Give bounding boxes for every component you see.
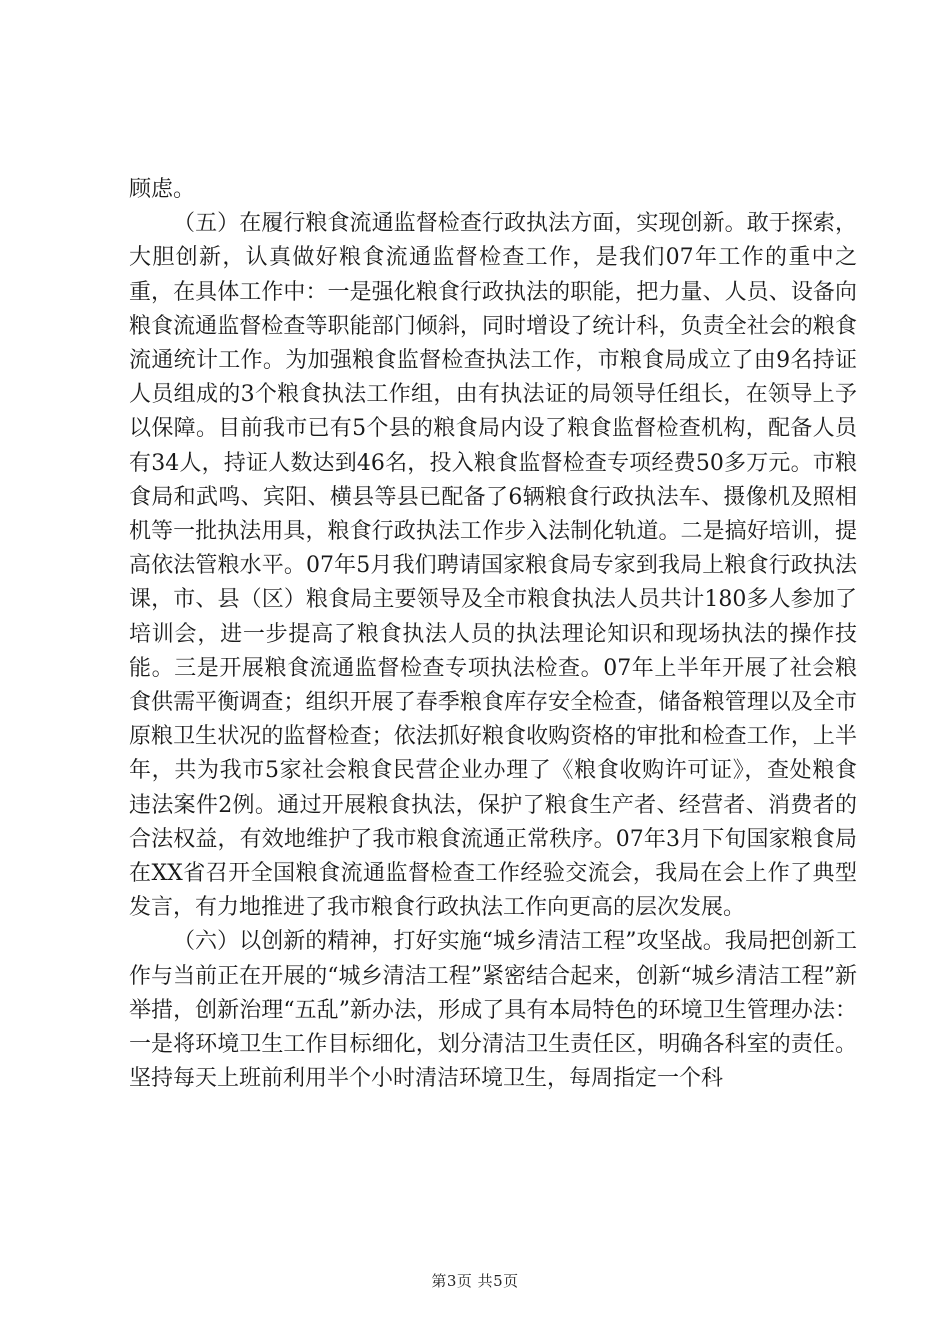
paragraph-continuation: 顾虑。 xyxy=(129,177,196,202)
paragraph-section-six: （六）以创新的精神，打好实施“城乡清洁工程”攻坚战。我局把创新工作与当前正在开展的“城乡清洁工程”紧密结合起来，创新“城乡清洁工程”新举措，创新治理“五乱”新办法，形成了具有本局特色的环境卫生管理办法：一是将环境卫生工作目标细化，划分清洁卫生责任区，明确各科室的责任。坚持每天上班前利用半个小时清洁环境卫生，每周指定一个科 xyxy=(129,929,857,1092)
paragraph-section-five: （五）在履行粮食流通监督检查行政执法方面，实现创新。敢于探索，大胆创新，认真做好粮食流通监督检查工作，是我们07年工作的重中之重，在具体工作中：一是强化粮食行政执法的职能，把力量、人员、设备向粮食流通监督检查等职能部门倾斜，同时增设了统计科，负责全社会的粮食流通统计工作。为加强粮食监督检查执法工作，市粮食局成立了由9名持证人员组成的3个粮食执法工作组，由有执法证的局领导任组长，在领导上予以保障。目前我市已有5个县的粮食局内设了粮食监督检查机构，配备人员有34人，持证人数达到46名，投入粮食监督检查专项经费50多万元。市粮食局和武鸣、宾阳、横县等县已配备了6辆粮食行政执法车、摄像机及照相机等一批执法用具，粮食行政执法工作步入法制化轨道。二是搞好培训，提高依法管粮水平。07年5月我们聘请国家粮食局专家到我局上粮食行政执法课，市、县（区）粮食局主要领导及全市粮食执法人员共计180多人参加了培训会，进一步提高了粮食执法人员的执法理论知识和现场执法的操作技能。三是开展粮食流通监督检查专项执法检查。07年上半年开展了社会粮食供需平衡调查；组织开展了春季粮食库存安全检查，储备粮管理以及全市原粮卫生状况的监督检查；依法抓好粮食收购资格的审批和检查工作，上半年，共为我市5家社会粮食民营企业办理了《粮食收购许可证》，查处粮食违法案件2例。通过开展粮食执法，保护了粮食生产者、经营者、消费者的合法权益，有效地维护了我市粮食流通正常秩序。07年3月下旬国家粮食局在XX省召开全国粮食流通监督检查工作经验交流会，我局在会上作了典型发言，有力地推进了我市粮食行政执法工作向更高的层次发展。 xyxy=(129,211,857,921)
page-number-footer: 第3页 共5页 xyxy=(431,1272,519,1290)
document-body xyxy=(129,173,857,1096)
